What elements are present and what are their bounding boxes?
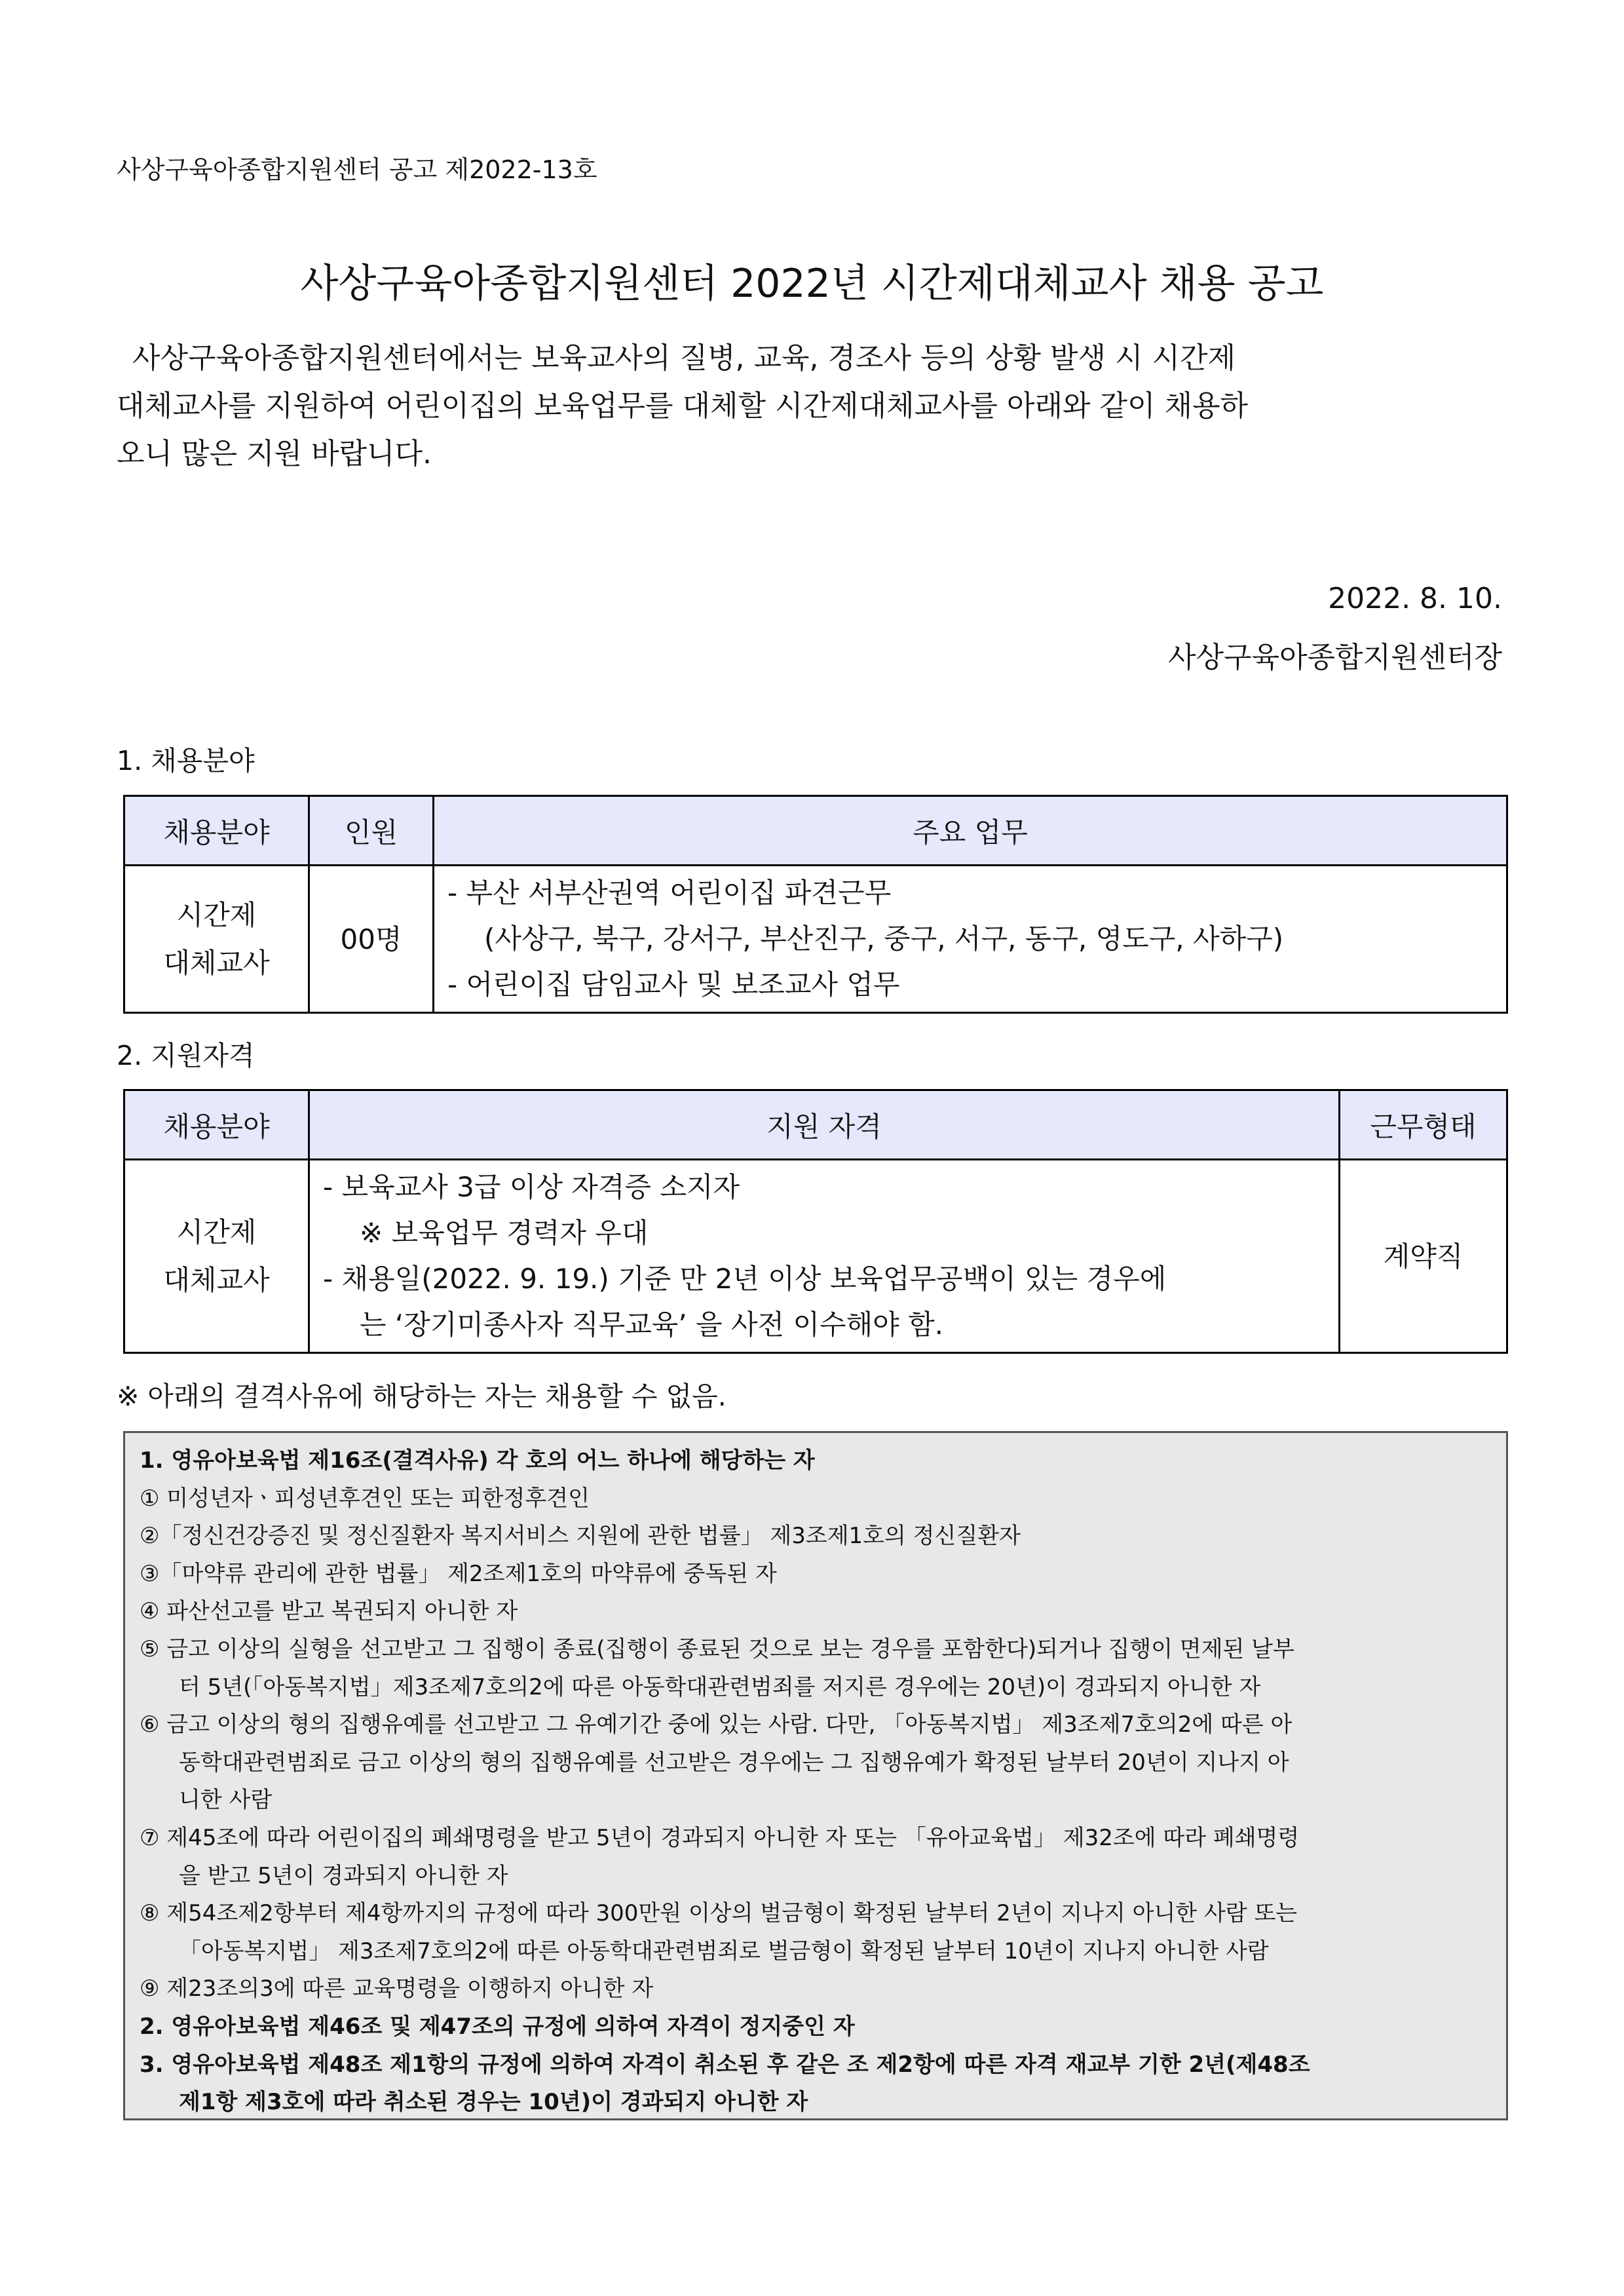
table-header-cell: 인원 <box>309 796 434 866</box>
duty-line: (사상구, 북구, 강서구, 부산진구, 중구, 서구, 동구, 영도구, 사하구) <box>484 923 1284 955</box>
table-header-row <box>124 1090 1507 1160</box>
disqualification-note: ※ 아래의 결격사유에 해당하는 자는 채용할 수 없음. <box>117 1381 727 1412</box>
intro-line: 대체교사를 지원하여 어린이집의 보육업무를 대체할 시간제대체교사를 아래와 같이 채용하 <box>117 389 1249 423</box>
disqualification-line: ⑤ 금고 이상의 실형을 선고받고 그 집행이 종료(집행이 종료된 것으로 보는 경우를 포함한다)되거나 집행이 면제된 날부 <box>140 1636 1294 1662</box>
disqualification-line: 터 5년(「아동복지법」제3조제7호의2에 따른 아동학대관련범죄를 저지른 경우에는 20년)이 경과되지 아니한 자 <box>179 1674 1261 1700</box>
field-cell <box>124 1160 309 1353</box>
duties-cell <box>434 866 1507 1013</box>
disqualification-line: 을 받고 5년이 경과되지 아니한 자 <box>179 1862 508 1889</box>
table-header-cell: 근무형태 <box>1340 1090 1507 1160</box>
table-row <box>124 866 1507 1013</box>
disqualification-line: ②「정신건강증진 및 정신질환자 복지서비스 지원에 관한 법률」 제3조제1호의 정신질환자 <box>140 1523 1021 1550</box>
qualifications-table <box>123 1089 1508 1354</box>
field-line: 시간제 <box>176 899 257 931</box>
disqualification-line: ① 미성년자ㆍ피성년후견인 또는 피한정후견인 <box>140 1485 590 1512</box>
disqualification-line: ⑧ 제54조제2항부터 제4항까지의 규정에 따라 300만원 이상의 벌금형이 확정된 날부터 2년이 지나지 아니한 사람 또는 <box>140 1900 1298 1927</box>
disqualification-line: 3. 영유아보육법 제48조 제1항의 규정에 의하여 자격이 취소된 후 같은 조 제2항에 따른 자격 재교부 기한 2년(제48조 <box>140 2051 1310 2078</box>
disqualification-line: ⑦ 제45조에 따라 어린이집의 폐쇄명령을 받고 5년이 경과되지 아니한 자 또는 「유아교육법」 제32조에 따라 폐쇄명령 <box>140 1824 1300 1851</box>
intro-line: 오니 많은 지원 바랍니다. <box>117 437 432 470</box>
employment-type-cell: 계약직 <box>1340 1160 1507 1353</box>
section-heading-recruitment-field: 1. 채용분야 <box>117 745 255 776</box>
page-title: 사상구육아종합지원센터 2022년 시간제대체교사 채용 공고 <box>300 261 1324 307</box>
disqualification-line: ④ 파산선고를 받고 복권되지 아니한 자 <box>140 1598 518 1625</box>
table-header-cell: 채용분야 <box>124 796 309 866</box>
disqualification-line: ⑨ 제23조의3에 따른 교육명령을 이행하지 아니한 자 <box>140 1976 654 2002</box>
disqualification-line: 2. 영유아보육법 제46조 및 제47조의 규정에 의하여 자격이 정지중인 자 <box>140 2013 855 2040</box>
table-header-cell: 채용분야 <box>124 1090 309 1160</box>
disqualification-box <box>123 1431 1508 2120</box>
qualification-line: - 채용일(2022. 9. 19.) 기준 만 2년 이상 보육업무공백이 있는 경우에 <box>323 1263 1167 1295</box>
field-cell <box>124 866 309 1013</box>
disqualification-line: 동학대관련범죄로 금고 이상의 형의 집행유예를 선고받은 경우에는 그 집행유예가 확정된 날부터 20년이 지나지 아 <box>179 1749 1289 1776</box>
field-line: 대체교사 <box>163 947 270 979</box>
field-line: 시간제 <box>176 1216 257 1248</box>
disqualification-line: ⑥ 금고 이상의 형의 집행유예를 선고받고 그 유예기간 중에 있는 사람. 다만, 「아동복지법」 제3조제7호의2에 따른 아 <box>140 1712 1293 1738</box>
disqualification-line: 1. 영유아보육법 제16조(결격사유) 각 호의 어느 하나에 해당하는 자 <box>140 1447 815 1474</box>
field-line: 대체교사 <box>163 1264 270 1296</box>
table-row <box>124 1160 1507 1353</box>
qualification-line: - 보육교사 3급 이상 자격증 소지자 <box>323 1171 740 1203</box>
recruitment-field-table <box>123 795 1508 1014</box>
notice-date: 2022. 8. 10. <box>1328 582 1502 615</box>
intro-paragraph <box>117 334 1505 478</box>
qualification-line: ※ 보육업무 경력자 우대 <box>360 1217 649 1249</box>
notice-number: 사상구육아종합지원센터 공고 제2022-13호 <box>117 155 597 184</box>
disqualification-line: 제1항 제3호에 따라 취소된 경우는 10년)이 경과되지 아니한 자 <box>179 2089 808 2116</box>
headcount-cell: 00명 <box>309 866 434 1013</box>
duty-line: - 부산 서부산권역 어린이집 파견근무 <box>447 877 892 909</box>
intro-line: 사상구육아종합지원센터에서는 보육교사의 질병, 교육, 경조사 등의 상황 발생 시 시간제 <box>132 341 1236 375</box>
disqualification-line: ③「마약류 관리에 관한 법률」 제2조제1호의 마약류에 중독된 자 <box>140 1560 777 1587</box>
section-heading-qualifications: 2. 지원자격 <box>117 1040 255 1071</box>
table-header-row <box>124 796 1507 866</box>
disqualification-line: 니한 사람 <box>179 1787 273 1814</box>
issuing-organization: 사상구육아종합지원센터장 <box>1167 641 1502 674</box>
qualifications-cell <box>309 1160 1340 1353</box>
duty-line: - 어린이집 담임교사 및 보조교사 업무 <box>447 968 900 1001</box>
table-header-cell: 지원 자격 <box>309 1090 1340 1160</box>
disqualification-line: 「아동복지법」 제3조제7호의2에 따른 아동학대관련범죄로 벌금형이 확정된 날부터 10년이 지나지 아니한 사람 <box>179 1938 1269 1964</box>
qualification-line: 는 ‘장기미종사자 직무교육’ 을 사전 이수해야 함. <box>360 1309 944 1341</box>
table-header-cell: 주요 업무 <box>434 796 1507 866</box>
